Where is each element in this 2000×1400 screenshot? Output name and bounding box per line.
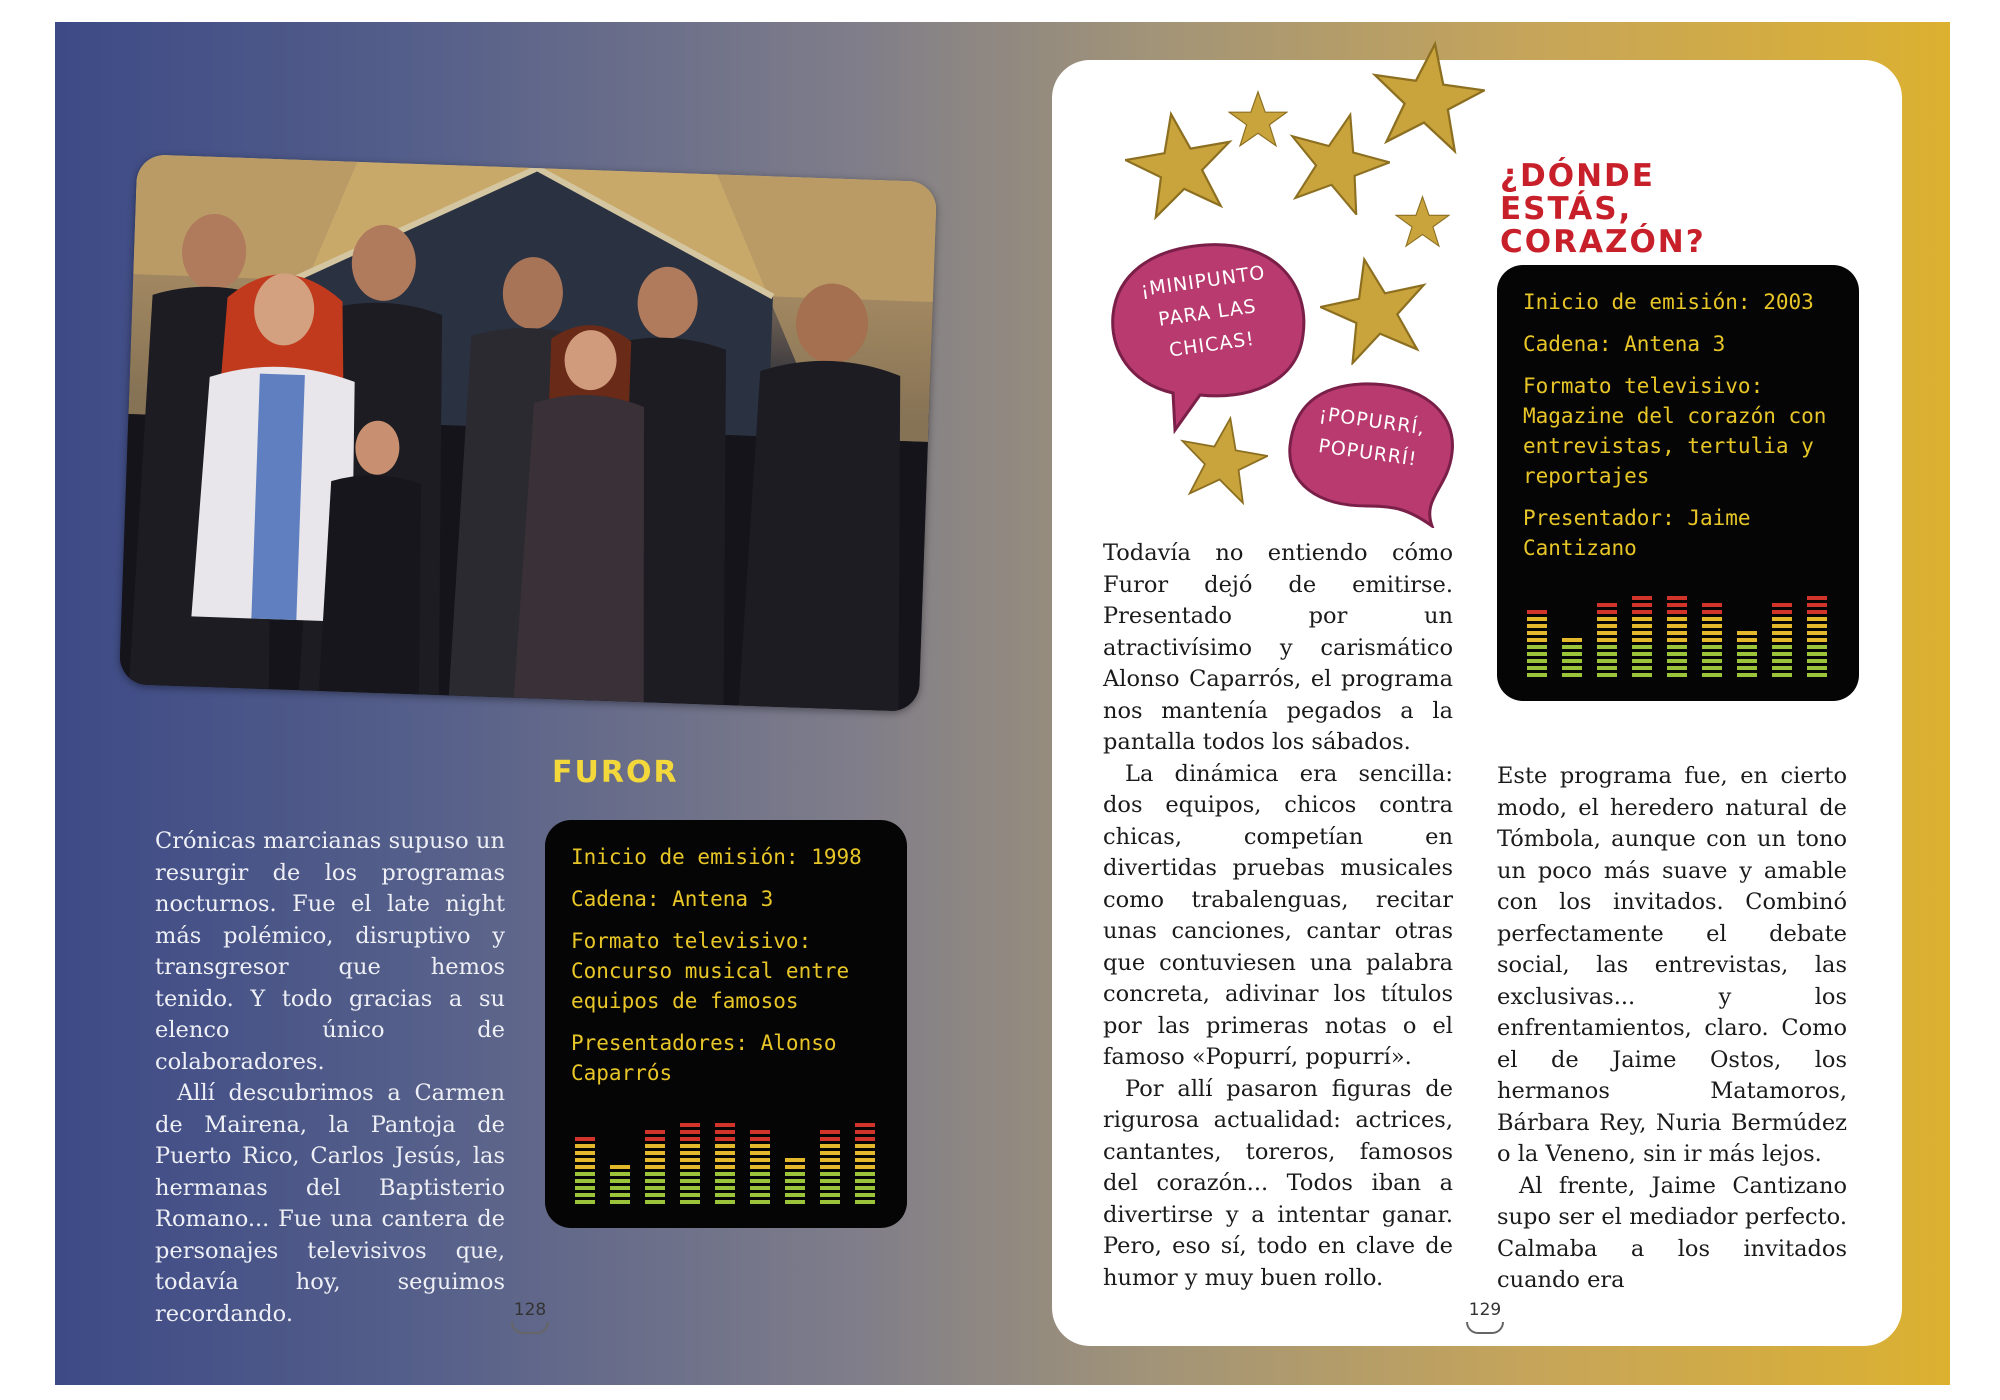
furor-info-box xyxy=(545,820,907,1228)
equalizer-bar xyxy=(1597,603,1617,677)
info-format xyxy=(571,926,881,1016)
info-format-label: Formato televisivo: xyxy=(1523,374,1764,398)
info-host-value: Caparrós xyxy=(571,1061,673,1085)
furor-title: FUROR xyxy=(552,755,679,790)
info-start: Inicio de emisión: 2003 xyxy=(1523,290,1814,314)
page-number-right-text: 129 xyxy=(1468,1300,1502,1320)
info-format-value: Concurso musical entre equipos de famosos xyxy=(571,959,850,1013)
equalizer-bar xyxy=(1772,603,1792,677)
middle-paragraph-3: Por allí pasaron figuras de rigurosa actualidad: actrices, cantantes, toreros, famosos del corazón... Todos iban a divertirse y a intentar ganar. Pero, eso sí, todo en clave de humor y muy buen rollo. xyxy=(1103,1075,1453,1291)
page-number-left-text: 128 xyxy=(513,1300,547,1320)
info-host-value: Cantizano xyxy=(1523,536,1637,560)
donde-estas-info-box xyxy=(1497,265,1859,701)
equalizer-bar xyxy=(645,1130,665,1204)
info-channel: Cadena: Antena 3 xyxy=(1523,332,1726,356)
page-number-left xyxy=(505,1300,555,1334)
equalizer-bar xyxy=(1807,596,1827,677)
star-icon xyxy=(1320,255,1430,365)
equalizer-bar xyxy=(785,1158,805,1204)
equalizer-bar xyxy=(575,1137,595,1204)
equalizer-bar xyxy=(750,1130,770,1204)
equalizer-bar xyxy=(855,1123,875,1204)
equalizer-graphic xyxy=(575,1124,875,1204)
left-page-text xyxy=(155,826,505,1330)
left-paragraph-1: Crónicas marcianas supuso un resurgir de los programas nocturnos. Fue el late night más polémico, disruptivo y transgresor que hemos tenido. Y todo gracias a su elenco único de colaboradores. xyxy=(155,828,505,1075)
donde-estas-title: ¿DÓNDE ESTÁS, CORAZÓN? xyxy=(1500,158,1706,260)
middle-column-text xyxy=(1103,538,1453,1294)
equalizer-bar xyxy=(1702,603,1722,677)
star-icon xyxy=(1370,40,1485,155)
info-host-label: Presentador: Jaime xyxy=(1523,506,1751,530)
equalizer-bar xyxy=(1562,638,1582,677)
info-start: Inicio de emisión: 1998 xyxy=(571,845,862,869)
equalizer-bar xyxy=(1737,631,1757,677)
right-paragraph-1: Este programa fue, en cierto modo, el heredero natural de Tómbola, aunque con un tono un poco más suave y amable con los invitados. Combinó perfectamente el debate social, las entrevistas, las exclusivas... y los enfrentamientos, claro. Como el de Jaime Ostos, los hermanos Matamoros, Bárbara Rey, Nuria Bermúdez o la Veneno, sin ir más lejos. xyxy=(1497,763,1847,1167)
info-channel: Cadena: Antena 3 xyxy=(571,887,774,911)
left-paragraph-2: Allí descubrimos a Carmen de Mairena, la Pantoja de Puerto Rico, Carlos Jesús, las hermanas del Baptisterio Romano... Fue una cantera de personajes televisivos que, todavía hoy, seguimos recordando. xyxy=(155,1080,505,1327)
star-icon xyxy=(1125,110,1235,220)
info-host xyxy=(1523,503,1833,563)
middle-paragraph-1: Todavía no entiendo cómo Furor dejó de emitirse. Presentado por un atractivísimo y carismático Alonso Caparrós, el programa nos mantenía pegados a la pantalla todos los sábados. xyxy=(1103,540,1453,755)
bubble-1-text: ¡MINIPUNTO PARA LAS CHICAS! xyxy=(1139,261,1267,362)
star-icon xyxy=(1395,195,1450,250)
info-host xyxy=(571,1028,881,1088)
info-format-label: Formato televisivo: xyxy=(571,929,812,953)
disc-icon xyxy=(511,1322,549,1334)
cast-photo xyxy=(119,154,937,712)
page-number-right xyxy=(1460,1300,1510,1334)
star-icon xyxy=(1228,90,1288,150)
disc-icon xyxy=(1466,1322,1504,1334)
info-format xyxy=(1523,371,1833,491)
equalizer-bar xyxy=(715,1123,735,1204)
bubble-2-text: ¡POPURRÍ, POPURRÍ! xyxy=(1317,402,1427,471)
middle-paragraph-2: La dinámica era sencilla: dos equipos, chicos contra chicas, competían en divertidas pruebas musicales como trabalenguas, recitar unas canciones, cantar otras que contuviesen una palabra concreta, adivinar los títulos por las primeras notas o el famoso «Popurrí, popurrí». xyxy=(1103,760,1453,1070)
equalizer-bar xyxy=(680,1123,700,1204)
equalizer-bar xyxy=(820,1130,840,1204)
info-host-label: Presentadores: Alonso xyxy=(571,1031,837,1055)
right-paragraph-2: Al frente, Jaime Cantizano supo ser el mediador perfecto. Calmaba a los invitados cuando era xyxy=(1497,1172,1847,1293)
equalizer-graphic xyxy=(1527,597,1827,677)
equalizer-bar xyxy=(1667,596,1687,677)
info-format-value: Magazine del corazón con entrevistas, tertulia y reportajes xyxy=(1523,404,1827,488)
equalizer-bar xyxy=(610,1165,630,1204)
right-column-text xyxy=(1497,761,1847,1297)
equalizer-bar xyxy=(1527,610,1547,677)
equalizer-bar xyxy=(1632,596,1652,677)
